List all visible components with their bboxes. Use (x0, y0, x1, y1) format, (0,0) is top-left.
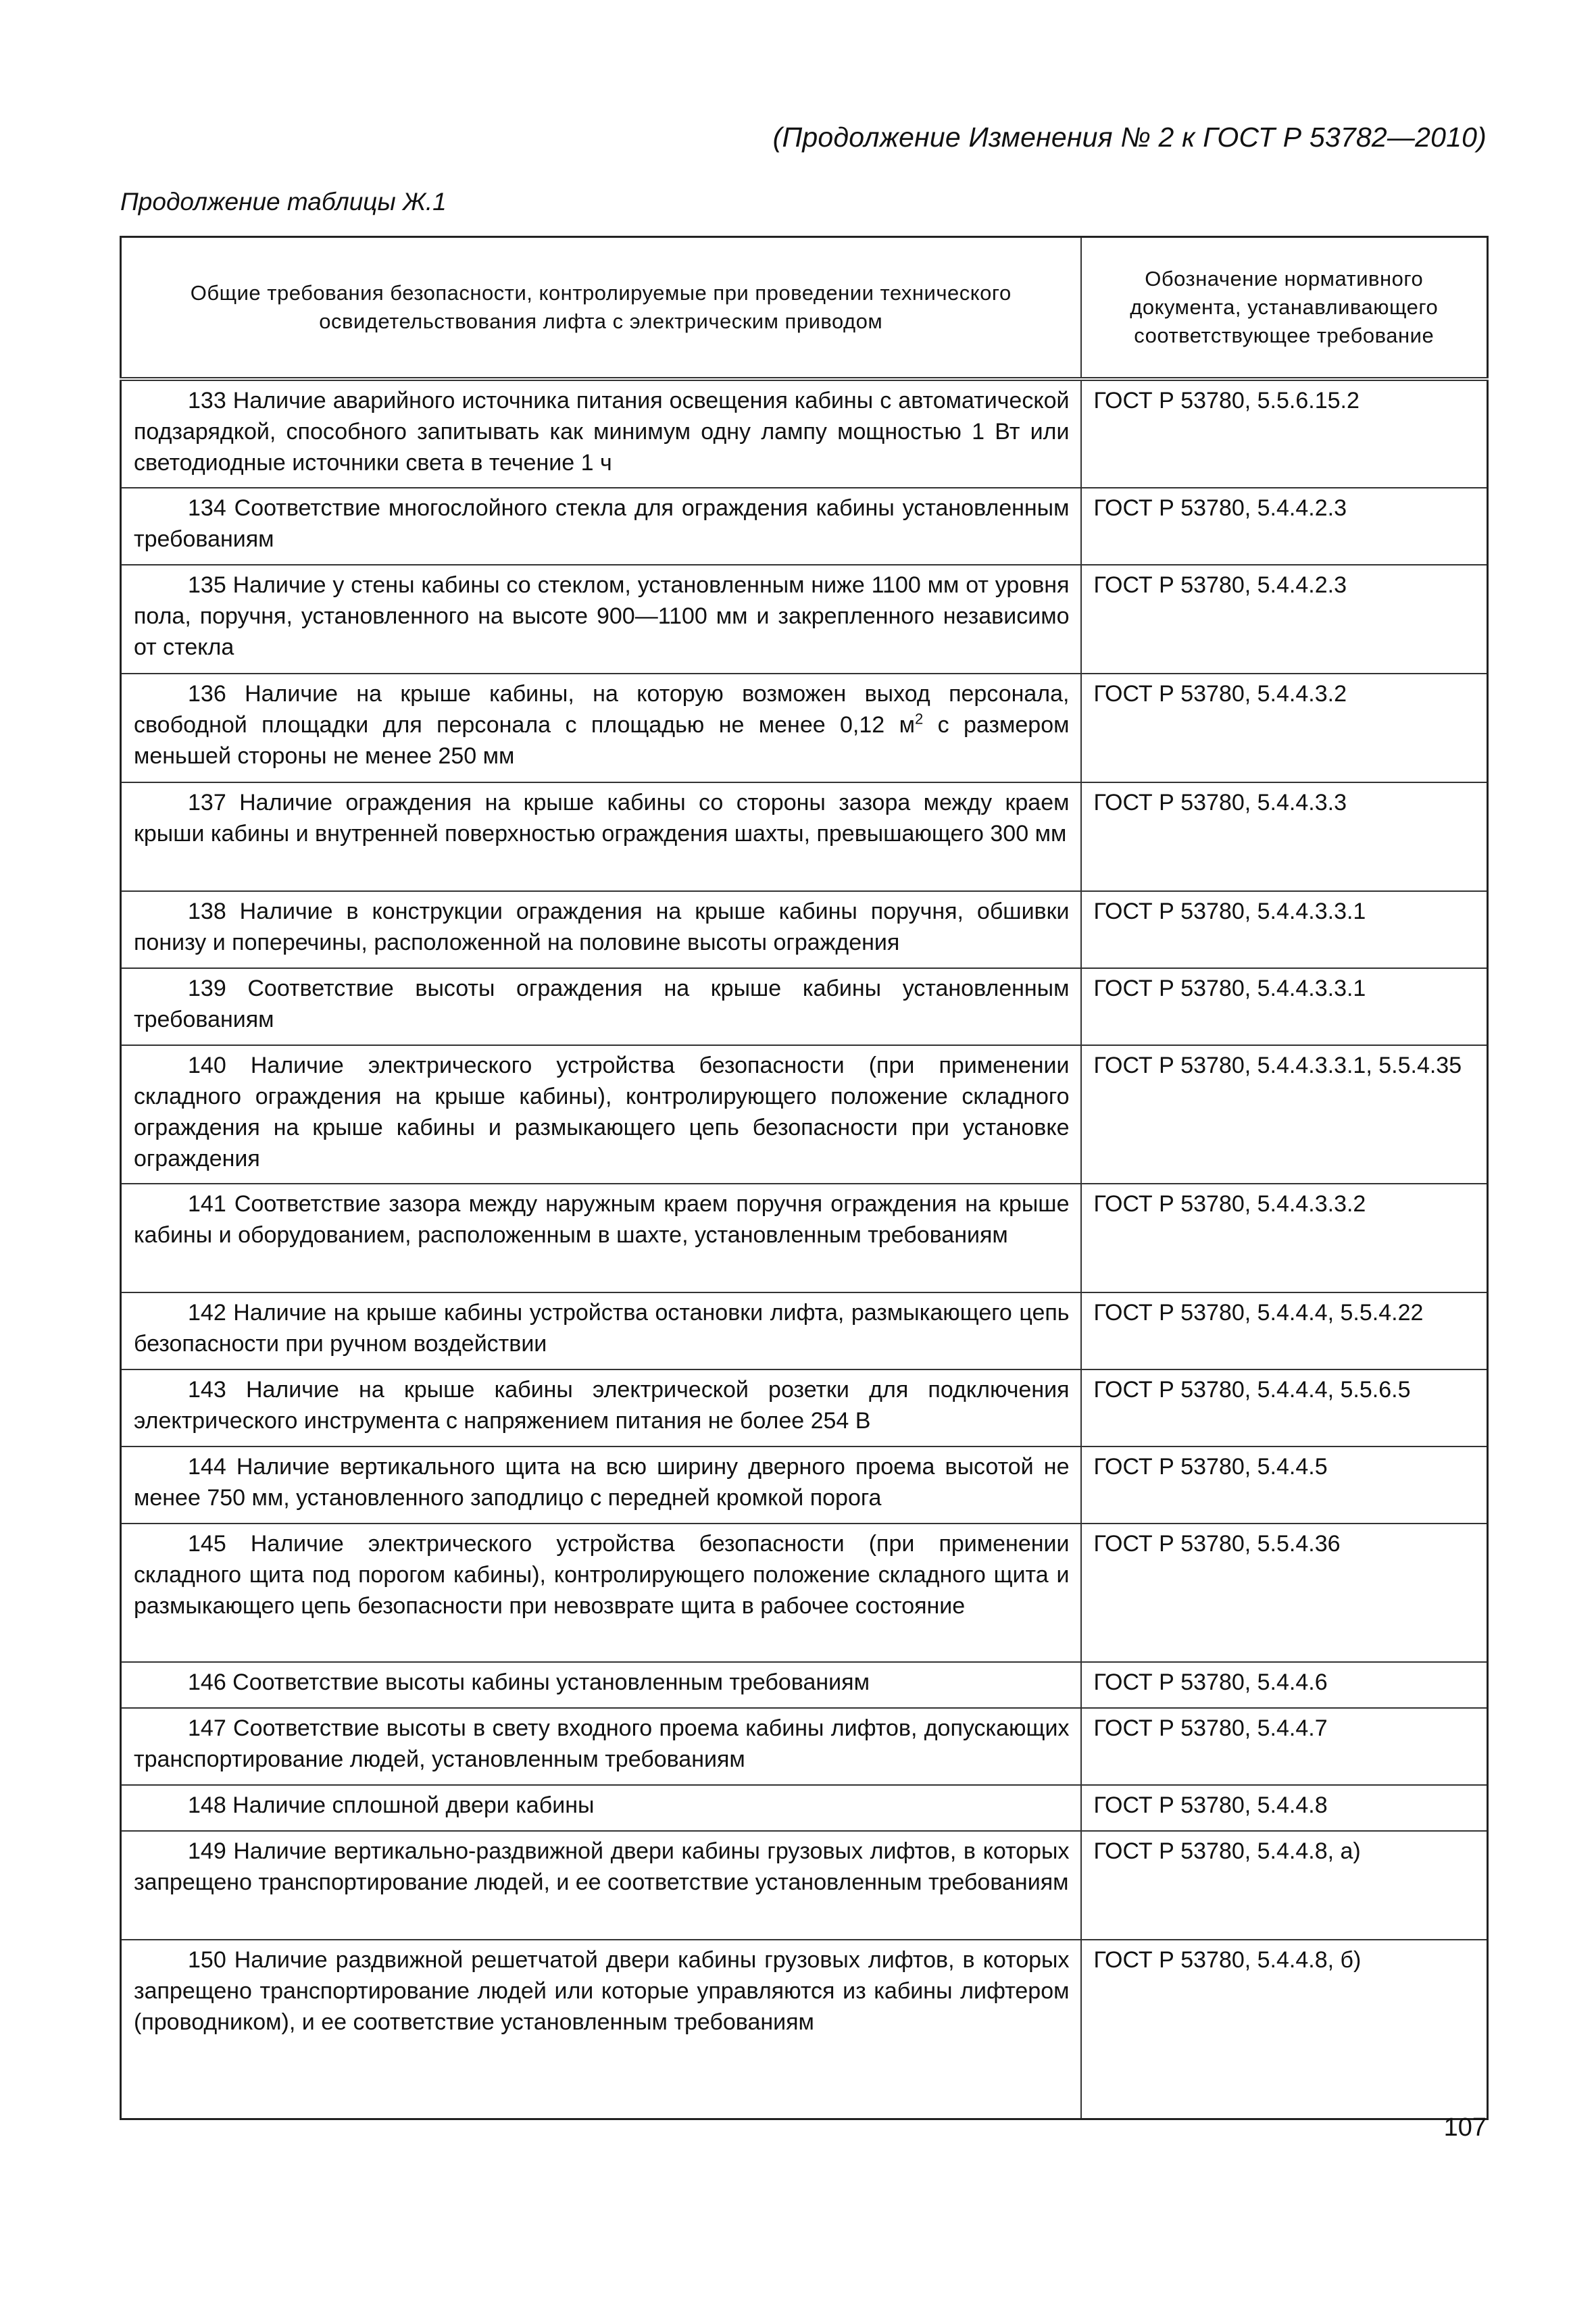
requirement-cell: 147 Соответствие высоты в свету входного проема кабины лифтов, допускающих транспортирование людей, установленным требованиям (121, 1708, 1081, 1785)
table-row (121, 1184, 1488, 1292)
reference-cell: ГОСТ Р 53780, 5.4.4.3.3.2 (1081, 1184, 1488, 1292)
requirement-cell: 133 Наличие аварийного источника питания освещения кабины с автоматической подзарядкой, способного запитывать как минимум одну лампу мощностью 1 Вт или светодиодные источники света в течение 1 ч (121, 379, 1081, 488)
reference-cell: ГОСТ Р 53780, 5.4.4.3.2 (1081, 674, 1488, 782)
reference-cell: ГОСТ Р 53780, 5.4.4.3.3.1 (1081, 968, 1488, 1045)
document-running-header: (Продолжение Изменения № 2 к ГОСТ Р 53782—2010) (772, 122, 1487, 153)
table-row (121, 1831, 1488, 1940)
requirement-cell: 142 Наличие на крыше кабины устройства остановки лифта, размыкающего цепь безопасности при ручном воздействии (121, 1292, 1081, 1369)
reference-cell: ГОСТ Р 53780, 5.4.4.4, 5.5.4.22 (1081, 1292, 1488, 1369)
page-number: 107 (1443, 2113, 1487, 2142)
table-row (121, 565, 1488, 674)
table-row (121, 1662, 1488, 1708)
requirements-table-container (120, 236, 1487, 2120)
requirement-cell: 139 Соответствие высоты ограждения на крыше кабины установленным требованиям (121, 968, 1081, 1045)
reference-cell: ГОСТ Р 53780, 5.4.4.8 (1081, 1785, 1488, 1831)
reference-cell: ГОСТ Р 53780, 5.4.4.4, 5.5.6.5 (1081, 1369, 1488, 1447)
requirement-cell: 140 Наличие электрического устройства безопасности (при применении складного ограждения на крыше кабины), контролирующего положение складного ограждения на крыше кабины и размыкающего цепь безопасности при установке ограждения (121, 1045, 1081, 1184)
requirement-cell: 143 Наличие на крыше кабины электрической розетки для подключения электрического инструмента с напряжением питания не более 254 В (121, 1369, 1081, 1447)
table-row (121, 674, 1488, 782)
requirements-table (120, 236, 1489, 2120)
table-row (121, 1447, 1488, 1524)
table-row (121, 891, 1488, 968)
requirement-cell (121, 674, 1081, 782)
column-header-reference: Обозначение нормативного документа, устанавливающего соответствующее требование (1081, 237, 1488, 380)
requirement-cell: 135 Наличие у стены кабины со стеклом, установленным ниже 1100 мм от уровня пола, поручня, установленного на высоте 900—1100 мм и закрепленного независимо от стекла (121, 565, 1081, 674)
requirement-cell: 144 Наличие вертикального щита на всю ширину дверного проема высотой не менее 750 мм, установленного заподлицо с передней кромкой порога (121, 1447, 1081, 1524)
requirement-cell: 146 Соответствие высоты кабины установленным требованиям (121, 1662, 1081, 1708)
table-header-row (121, 237, 1488, 380)
requirement-cell: 149 Наличие вертикально-раздвижной двери кабины грузовых лифтов, в которых запрещено транспортирование людей, и ее соответствие установленным требованиям (121, 1831, 1081, 1940)
reference-cell: ГОСТ Р 53780, 5.4.4.3.3 (1081, 782, 1488, 891)
reference-cell: ГОСТ Р 53780, 5.4.4.7 (1081, 1708, 1488, 1785)
table-row (121, 782, 1488, 891)
requirement-text-part: 136 Наличие на крыше кабины, на которую возможен выход персонала, свободной площадки для персонала с площадью не менее 0,12 м (134, 681, 1070, 738)
reference-cell: ГОСТ Р 53780, 5.4.4.2.3 (1081, 565, 1488, 674)
requirement-cell: 137 Наличие ограждения на крыше кабины со стороны зазора между краем крыши кабины и внутренней поверхностью ограждения шахты, превышающего 300 мм (121, 782, 1081, 891)
table-row (121, 1292, 1488, 1369)
table-row (121, 1524, 1488, 1662)
reference-cell: ГОСТ Р 53780, 5.5.6.15.2 (1081, 379, 1488, 488)
table-row (121, 1785, 1488, 1831)
table-row (121, 1045, 1488, 1184)
reference-cell: ГОСТ Р 53780, 5.4.4.8, б) (1081, 1940, 1488, 2119)
requirement-cell: 134 Соответствие многослойного стекла для ограждения кабины установленным требованиям (121, 488, 1081, 565)
requirement-text-part: с размером меньшей стороны не менее 250 мм (134, 712, 1070, 769)
requirement-cell: 138 Наличие в конструкции ограждения на крыше кабины поручня, обшивки понизу и поперечины, расположенной на половине высоты ограждения (121, 891, 1081, 968)
table-row (121, 379, 1488, 488)
reference-cell: ГОСТ Р 53780, 5.4.4.6 (1081, 1662, 1488, 1708)
table-row (121, 968, 1488, 1045)
reference-cell: ГОСТ Р 53780, 5.5.4.36 (1081, 1524, 1488, 1662)
table-row (121, 1369, 1488, 1447)
reference-cell: ГОСТ Р 53780, 5.4.4.3.3.1, 5.5.4.35 (1081, 1045, 1488, 1184)
table-caption: Продолжение таблицы Ж.1 (120, 188, 447, 216)
reference-cell: ГОСТ Р 53780, 5.4.4.8, а) (1081, 1831, 1488, 1940)
requirement-cell: 145 Наличие электрического устройства безопасности (при применении складного щита под порогом кабины), контролирующего положение складного щита и размыкающего цепь безопасности при невозврате щита в рабочее состояние (121, 1524, 1081, 1662)
table-row (121, 1708, 1488, 1785)
reference-cell: ГОСТ Р 53780, 5.4.4.5 (1081, 1447, 1488, 1524)
column-header-requirement: Общие требования безопасности, контролируемые при проведении технического освидетельствования лифта с электрическим приводом (121, 237, 1081, 380)
reference-cell: ГОСТ Р 53780, 5.4.4.3.3.1 (1081, 891, 1488, 968)
reference-cell: ГОСТ Р 53780, 5.4.4.2.3 (1081, 488, 1488, 565)
table-row (121, 1940, 1488, 2119)
table-row (121, 488, 1488, 565)
superscript-exponent: 2 (914, 710, 924, 728)
requirement-cell: 150 Наличие раздвижной решетчатой двери кабины грузовых лифтов, в которых запрещено транспортирование людей или которые управляются из кабины лифтером (проводником), и ее соответствие установленным требованиям (121, 1940, 1081, 2119)
requirement-cell: 141 Соответствие зазора между наружным краем поручня ограждения на крыше кабины и оборудованием, расположенным в шахте, установленным требованиям (121, 1184, 1081, 1292)
requirement-cell: 148 Наличие сплошной двери кабины (121, 1785, 1081, 1831)
